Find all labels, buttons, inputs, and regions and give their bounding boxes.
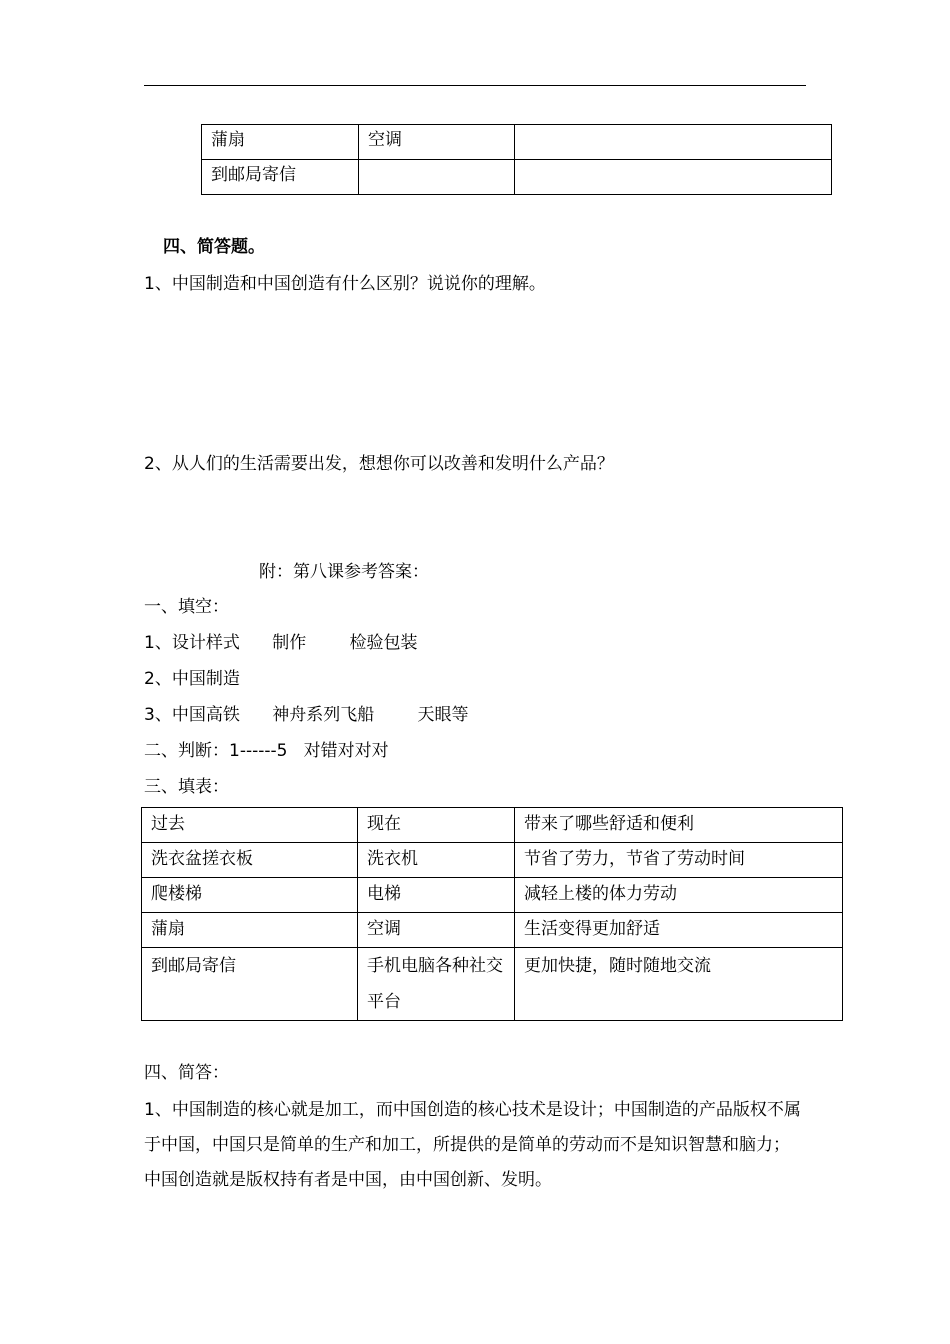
table-row <box>142 843 843 878</box>
table-row <box>202 160 832 195</box>
question-1: 1、中国制造和中国创造有什么区别？说说你的理解。 <box>144 274 546 294</box>
answer-1-1: 1、设计样式 制作 检验包装 <box>144 633 418 653</box>
table-cell: 空调 <box>358 913 515 948</box>
table-header-row <box>142 808 843 843</box>
table-cell: 手机电脑各种社交平台 <box>358 948 515 1021</box>
answer-section4-text: 1、中国制造的核心就是加工，而中国创造的核心技术是设计；中国制造的产品版权不属于中国，中国只是简单的生产和加工，所提供的是简单的劳动而不是知识智慧和脑力；中国创造就是版权持有者是中国，由中国创新、发明。 <box>144 1100 801 1190</box>
table-cell: 空调 <box>359 125 515 160</box>
table-row <box>142 913 843 948</box>
answer-key-title: 附：第八课参考答案： <box>259 562 429 582</box>
table-header-cell: 带来了哪些舒适和便利 <box>515 808 843 843</box>
answer-section2: 二、判断：1------5 对错对对对 <box>144 741 389 761</box>
table-cell <box>515 160 832 195</box>
table-header-cell: 现在 <box>358 808 515 843</box>
table-cell: 洗衣盆搓衣板 <box>142 843 358 878</box>
table-cell <box>359 160 515 195</box>
question-2: 2、从人们的生活需要出发，想想你可以改善和发明什么产品？ <box>144 454 614 474</box>
table-cell: 蒲扇 <box>202 125 359 160</box>
table-row <box>142 948 843 1021</box>
answer-section3-title: 三、填表： <box>144 777 229 797</box>
section4-title: 四、简答题。 <box>163 237 265 257</box>
answer-1-3: 3、中国高铁 神舟系列飞船 天眼等 <box>144 705 469 725</box>
answer-table <box>141 807 843 1021</box>
table-cell: 节省了劳力，节省了劳动时间 <box>515 843 843 878</box>
table-cell <box>515 125 832 160</box>
top-table <box>201 124 832 195</box>
table-row <box>142 878 843 913</box>
answer-section1-title: 一、填空： <box>144 597 229 617</box>
header-rule <box>144 85 806 86</box>
table-cell: 到邮局寄信 <box>202 160 359 195</box>
table-cell: 减轻上楼的体力劳动 <box>515 878 843 913</box>
answer-section4-title: 四、简答： <box>144 1063 229 1083</box>
table-row <box>202 125 832 160</box>
answer-1-2: 2、中国制造 <box>144 669 240 689</box>
table-cell: 到邮局寄信 <box>142 948 358 1021</box>
table-cell: 洗衣机 <box>358 843 515 878</box>
table-cell: 蒲扇 <box>142 913 358 948</box>
table-cell: 更加快捷，随时随地交流 <box>515 948 843 1021</box>
table-cell: 生活变得更加舒适 <box>515 913 843 948</box>
table-cell: 爬楼梯 <box>142 878 358 913</box>
table-cell: 电梯 <box>358 878 515 913</box>
table-header-cell: 过去 <box>142 808 358 843</box>
